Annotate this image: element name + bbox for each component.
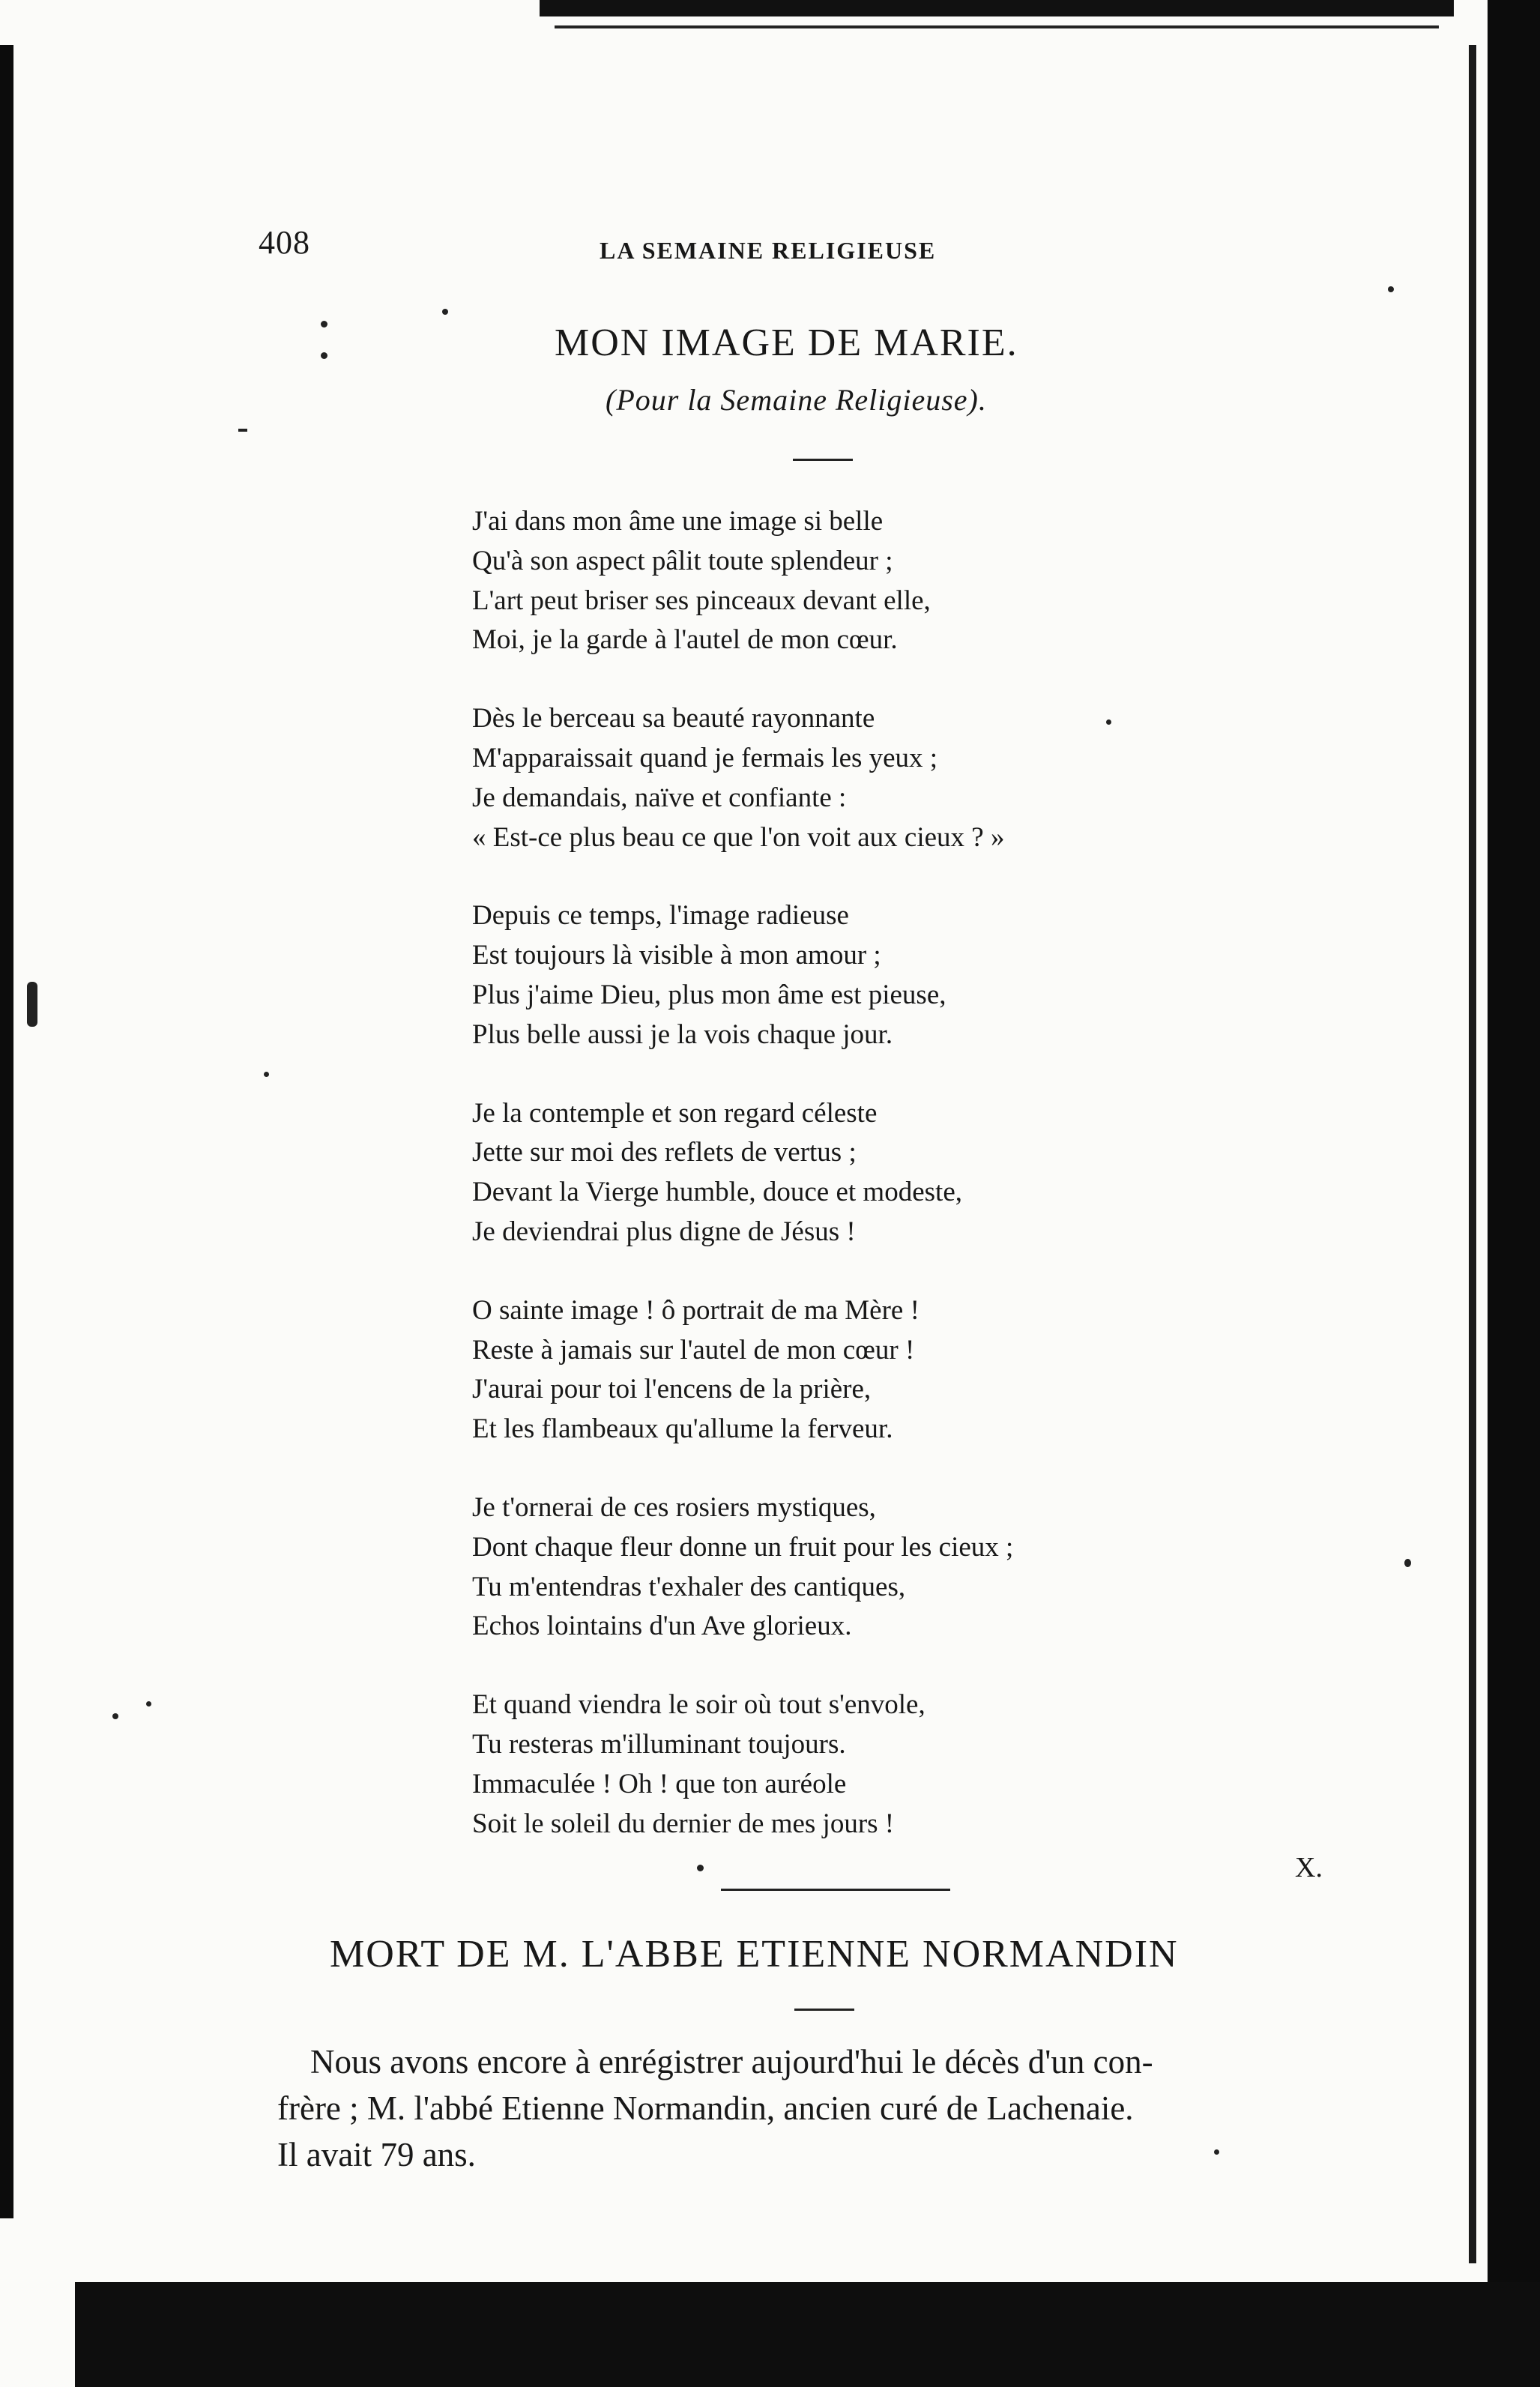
poem-stanza	[472, 502, 1013, 660]
poem-line: Et quand viendra le soir où tout s'envole,	[472, 1689, 925, 1721]
scan-border-right	[1488, 0, 1540, 2387]
poem-line: Plus j'aime Dieu, plus mon âme est pieuse,	[472, 979, 946, 1010]
poem-line: Tu resteras m'illuminant toujours.	[472, 1728, 846, 1760]
poem-line: Soit le soleil du dernier de mes jours !	[472, 1808, 895, 1839]
scan-speck	[321, 321, 327, 328]
poem-stanza	[472, 896, 1013, 1054]
poem-line: Plus belle aussi je la vois chaque jour.	[472, 1019, 893, 1050]
poem-line: Et les flambeaux qu'allume la ferveur.	[472, 1413, 893, 1445]
poem-body	[472, 502, 1013, 1883]
poem-end-rule	[721, 1889, 950, 1891]
poem-line: Jette sur moi des reflets de vertus ;	[472, 1137, 857, 1168]
poem-line: Qu'à son aspect pâlit toute splendeur ;	[472, 545, 893, 576]
poem-line: Moi, je la garde à l'autel de mon cœur.	[472, 624, 898, 656]
page-number: 408	[259, 224, 310, 261]
poem-stanza	[472, 1686, 1013, 1844]
scan-speck	[238, 429, 247, 432]
scan-speck	[321, 352, 327, 359]
scan-speck	[1388, 286, 1394, 292]
scan-border-top-thin	[555, 25, 1439, 28]
poem-line: M'apparaissait quand je fermais les yeux ;	[472, 742, 938, 773]
poem-line: Tu m'entendras t'exhaler des cantiques,	[472, 1571, 906, 1602]
poem-stanza	[472, 1488, 1013, 1647]
poem-line: Je deviendrai plus digne de Jésus !	[472, 1216, 856, 1247]
scan-border-left	[0, 45, 13, 2218]
poem-line: Reste à jamais sur l'autel de mon cœur !	[472, 1334, 915, 1365]
poem-line: Je t'ornerai de ces rosiers mystiques,	[472, 1491, 876, 1523]
poem-line: Je la contemple et son regard céleste	[472, 1097, 878, 1129]
poem-subtitle: (Pour la Semaine Religieuse).	[606, 383, 987, 417]
scan-speck	[1106, 719, 1111, 725]
poem-line: Depuis ce temps, l'image radieuse	[472, 900, 849, 932]
poem-stanza	[472, 1094, 1013, 1252]
poem-line: Echos lointains d'un Ave glorieux.	[472, 1611, 852, 1642]
scan-speck	[27, 982, 37, 1027]
poem-line: O sainte image ! ô portrait de ma Mère !	[472, 1294, 920, 1326]
scan-speck	[112, 1713, 118, 1719]
poem-line: Dont chaque fleur donne un fruit pour les cieux ;	[472, 1531, 1014, 1563]
poem-line: Immaculée ! Oh ! que ton auréole	[472, 1768, 847, 1799]
obituary-line: frère ; M. l'abbé Etienne Normandin, ancien curé de Lachenaie.	[277, 2089, 1134, 2127]
running-head: LA SEMAINE RELIGIEUSE	[600, 237, 937, 264]
scan-speck	[1404, 1559, 1411, 1567]
poem-line: J'aurai pour toi l'encens de la prière,	[472, 1374, 872, 1405]
poem-line: J'ai dans mon âme une image si belle	[472, 506, 884, 537]
poem-line: Est toujours là visible à mon amour ;	[472, 940, 881, 971]
scan-border-bottom	[75, 2282, 1540, 2387]
scan-border-right-inner	[1469, 45, 1476, 2263]
scan-speck	[442, 309, 448, 315]
scan-border-top	[540, 0, 1454, 16]
scan-speck	[146, 1701, 151, 1706]
poem-signature: X.	[1295, 1852, 1323, 1883]
obituary-title: MORT DE M. L'ABBE ETIENNE NORMANDIN	[330, 1933, 1179, 1976]
poem-line: L'art peut briser ses pinceaux devant elle,	[472, 585, 931, 616]
obituary-line: Nous avons encore à enrégistrer aujourd'hui le décès d'un con-	[310, 2043, 1153, 2080]
obituary-text	[277, 2039, 1401, 2178]
poem-line: Je demandais, naïve et confiante :	[472, 782, 847, 813]
poem-stanza	[472, 699, 1013, 857]
poem-line: Devant la Vierge humble, douce et modeste,	[472, 1177, 962, 1208]
poem-line: « Est-ce plus beau ce que l'on voit aux cieux ? »	[472, 821, 1005, 853]
title-rule	[793, 459, 853, 461]
obituary-line: Il avait 79 ans.	[277, 2136, 476, 2173]
poem-title: MON IMAGE DE MARIE.	[555, 322, 1018, 364]
scan-speck	[264, 1072, 269, 1077]
obituary-rule	[794, 2009, 854, 2011]
poem-stanza	[472, 1291, 1013, 1449]
poem-line: Dès le berceau sa beauté rayonnante	[472, 703, 875, 734]
